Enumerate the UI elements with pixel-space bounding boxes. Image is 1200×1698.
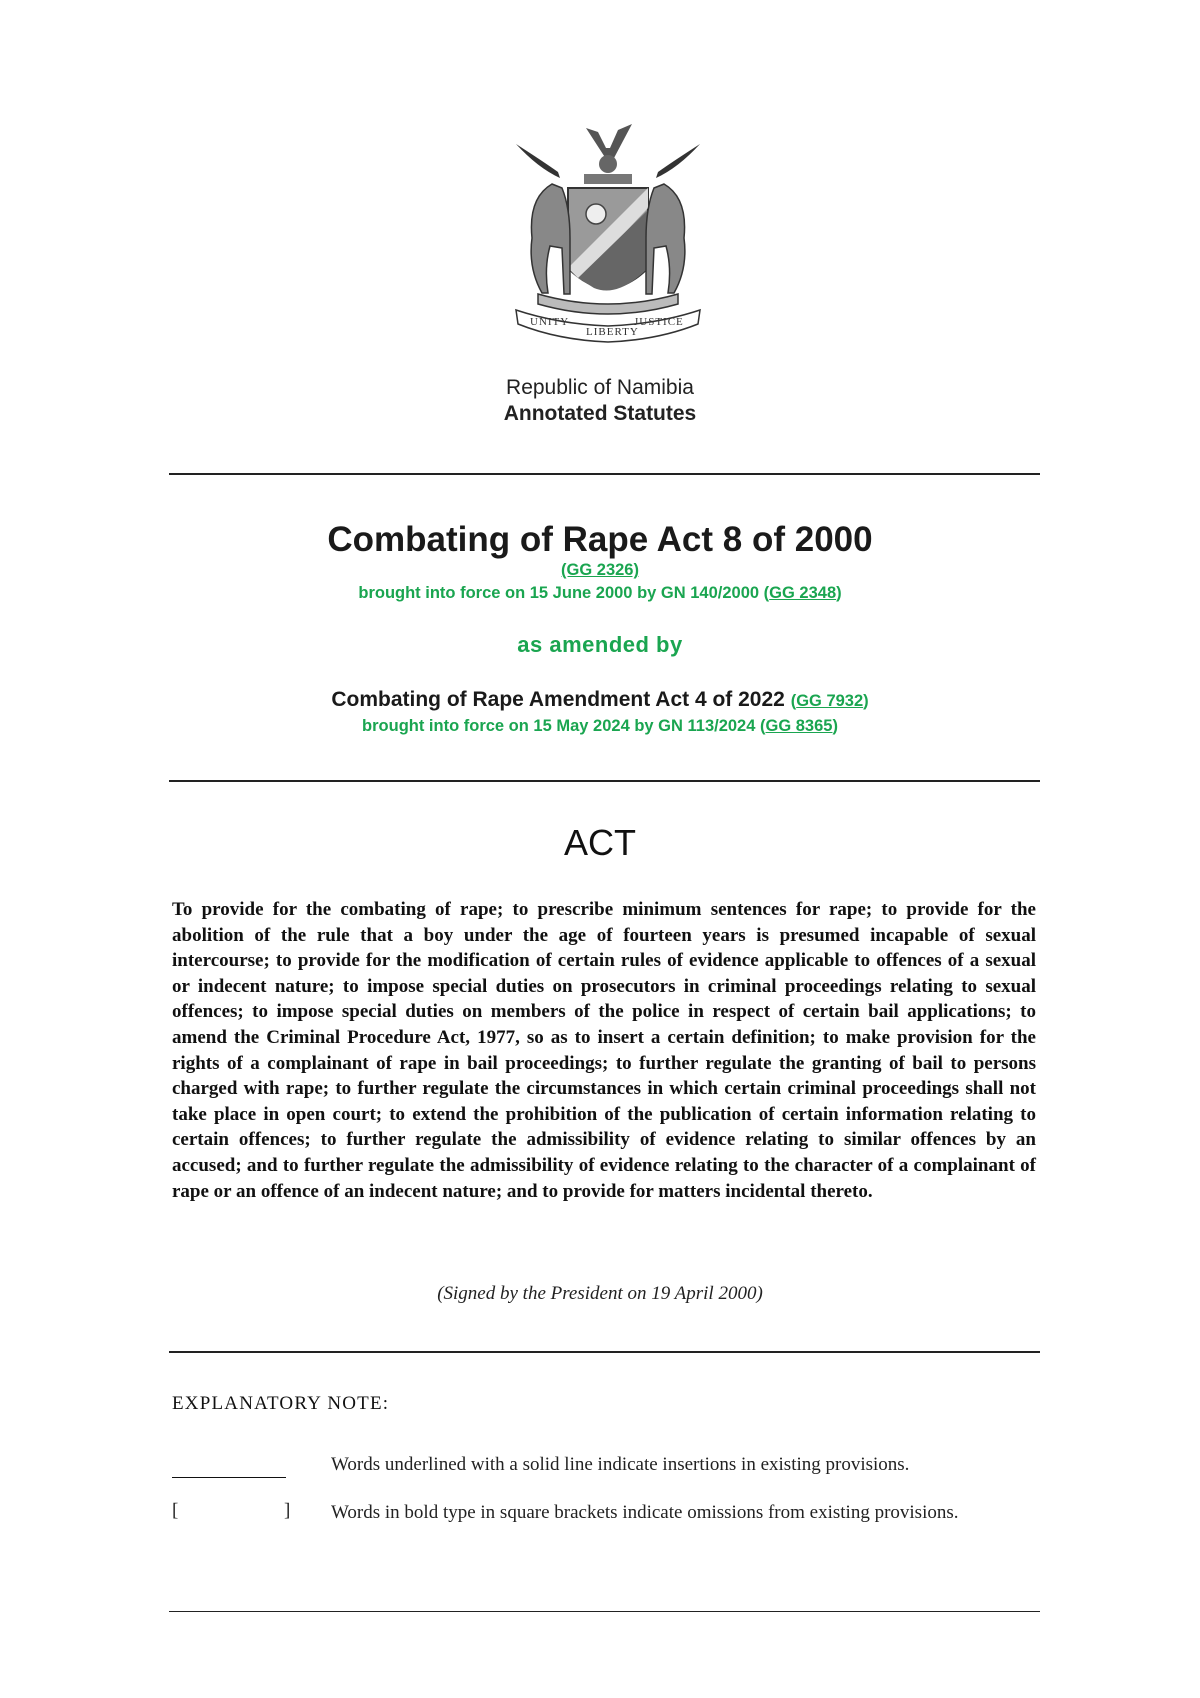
gazette-link[interactable]: (GG 2326) [561,561,639,579]
gazette-7932-link[interactable]: GG 7932 [796,692,864,710]
divider-4 [169,1611,1040,1612]
explanatory-note-heading: EXPLANATORY NOTE: [172,1393,390,1414]
coat-of-arms-emblem [498,118,718,344]
amended-by-heading: as amended by [517,632,683,657]
divider-2 [169,780,1040,782]
country-name: Republic of Namibia [506,376,694,399]
act-title: Combating of Rape Act 8 of 2000 [327,520,873,559]
divider-1 [169,473,1040,475]
gazette-2348-link[interactable]: GG 2348 [769,584,837,602]
divider-3 [169,1351,1040,1353]
amendment-commencement-note: brought into force on 15 May 2024 by GN 113/2024 (GG 8365) [362,717,838,735]
long-title: To provide for the combating of rape; to prescribe minimum sentences for rape; to provide for the abolition of the rule that a boy under the age of fourteen years is presumed incapable of sexual intercourse; to provide for the modification of certain rules of evidence applicable to offences of a sexual or indecent nature; to impose special duties on prosecutors in criminal proceedings relating to sexual offences; to impose special duties on members of the police in respect of certain bail applications; to amend the Criminal Procedure Act, 1977, so as to insert a certain definition; to make provision for the rights of a complainant of rape in bail proceedings; to further regulate the granting of bail to persons charged with rape; to further regulate the circumstances in which certain criminal proceedings shall not take place in open court; to extend the prohibition of the publication of certain information relating to certain offences; to further regulate the admissibility of evidence relating to similar offences by an accused; and to further regulate the admissibility of evidence relating to the character of a complainant of rape or an offence of an indecent nature; and to provide for matters incidental thereto. [172,899,1036,1202]
motto-unity: UNITY [530,316,570,328]
amendment-act-title: Combating of Rape Amendment Act 4 of 2022 (GG 7932) [331,688,869,711]
underline-explanation: Words underlined with a solid line indicate insertions in existing provisions. [331,1454,910,1475]
signed-note: (Signed by the President on 19 April 2000) [437,1283,763,1304]
motto-liberty: LIBERTY [586,326,639,338]
series-name: Annotated Statutes [503,402,697,425]
act-heading: ACT [564,822,636,863]
commencement-note: brought into force on 15 June 2000 by GN 140/2000 (GG 2348) [358,584,842,602]
motto-justice: JUSTICE [634,316,684,328]
bracket-open: [ [172,1500,179,1521]
bracket-close: ] [284,1500,291,1521]
underline-sample [172,1477,286,1478]
gazette-8365-link[interactable]: GG 8365 [765,717,833,735]
bracket-explanation: Words in bold type in square brackets indicate omissions from existing provisions. [331,1502,959,1523]
